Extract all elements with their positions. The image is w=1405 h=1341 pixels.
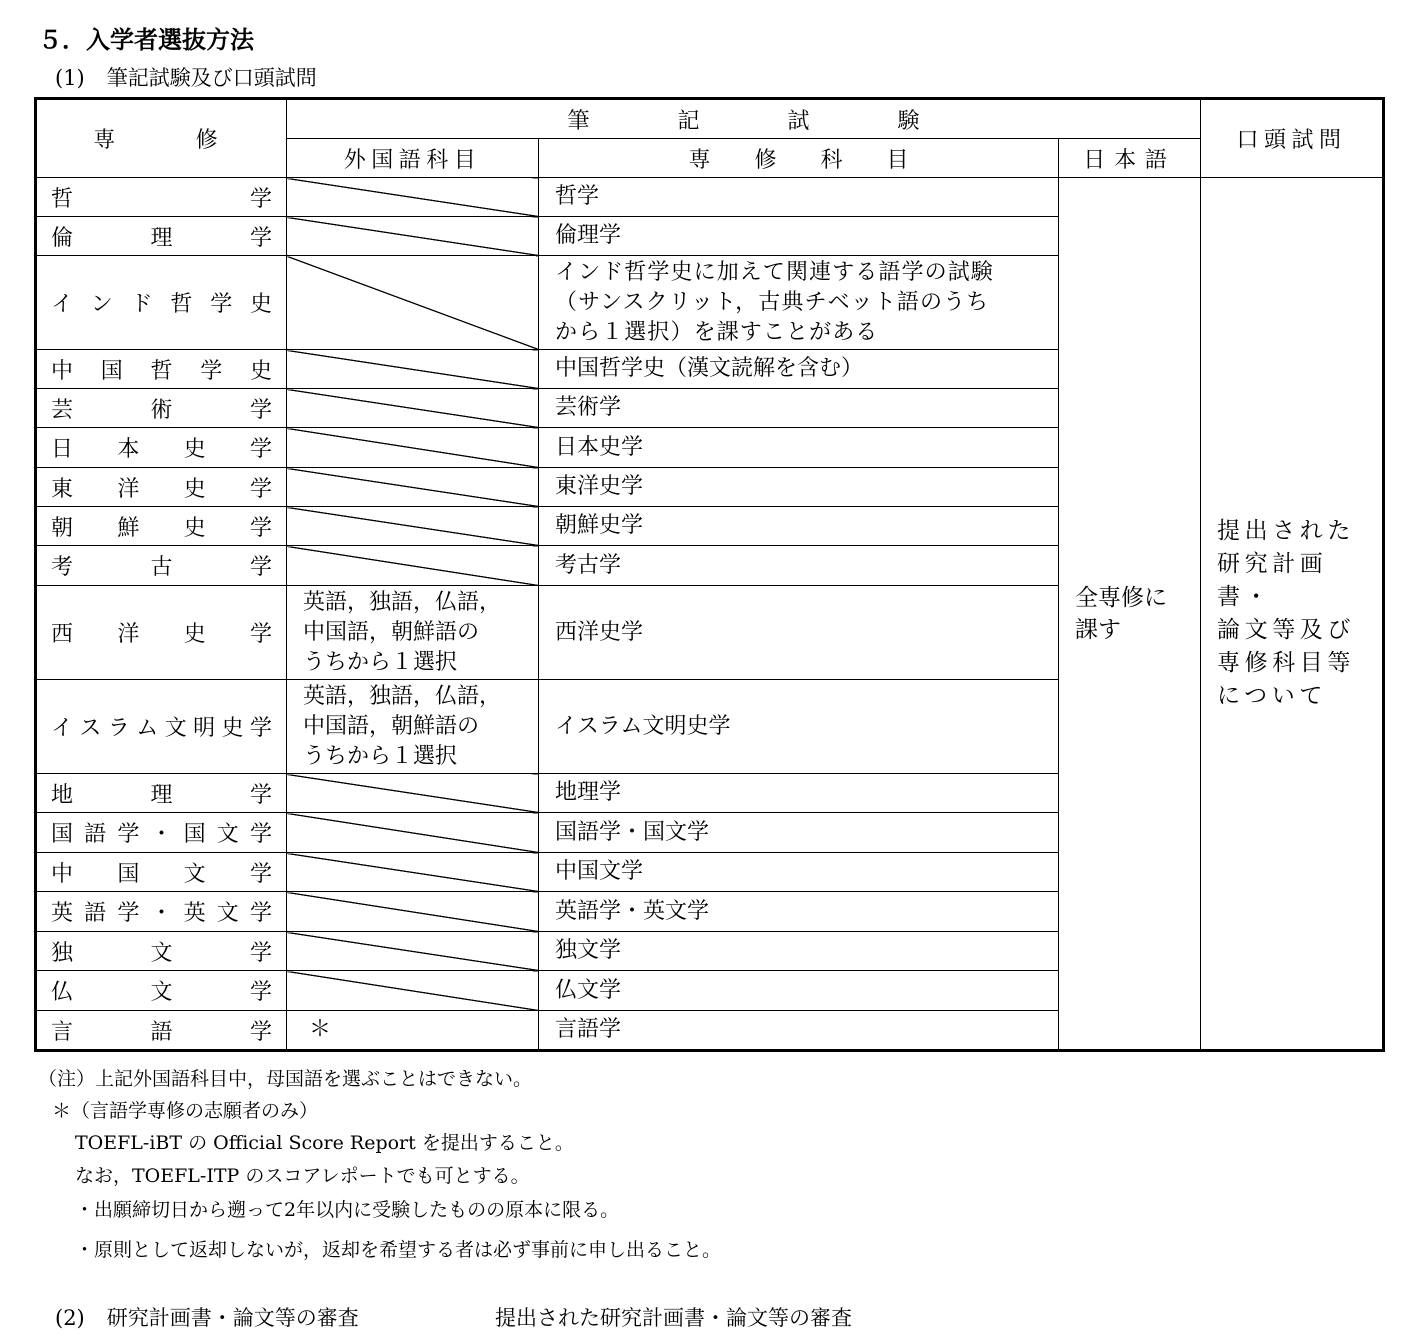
major-cell <box>36 680 287 774</box>
major-cell <box>36 468 287 507</box>
major-name: 東 洋 史 学 <box>51 476 272 502</box>
major-name: イ ス ラ ム 文 明 史 学 <box>51 716 272 741</box>
note-toefl-ibt: TOEFL-iBT の Official Score Report を提出すること。 <box>75 1132 574 1154</box>
not-applicable-cell <box>287 853 539 892</box>
major-cell <box>36 892 287 932</box>
major-cell <box>36 178 287 217</box>
major-cell <box>36 217 287 256</box>
major-subject-cell <box>539 813 1059 853</box>
major-subject-text: 独文学 <box>555 938 622 963</box>
subsection-1-title <box>55 62 317 92</box>
note-mother-tongue: （注）上記外国語科目中，母国語を選ぶことはできない。 <box>38 1068 533 1090</box>
major-subject-cell <box>539 468 1059 507</box>
note-no-return: ・原則として返却しないが，返却を希望する者は必ず事前に申し出ること。 <box>75 1239 722 1261</box>
major-cell <box>36 256 287 350</box>
foreign-language-line: 英語，独語，仏語， <box>303 589 502 615</box>
japanese-line: 課す <box>1075 616 1121 643</box>
major-cell <box>36 389 287 428</box>
not-applicable-cell <box>287 774 539 813</box>
major-subject-text: 英語学・英文学 <box>555 898 710 924</box>
major-subject-cell <box>539 892 1059 932</box>
foreign-language-line: 中国語，朝鮮語の <box>303 619 480 645</box>
foreign-language-cell <box>287 680 539 774</box>
major-name: 日 本 史 学 <box>51 437 272 462</box>
header-oral-exam: 口頭試問 <box>1201 99 1384 178</box>
not-applicable-cell <box>287 468 539 507</box>
major-subject-text: 中国哲学史（漢文読解を含む） <box>555 356 864 381</box>
major-subject-text: 朝鮮史学 <box>555 513 644 538</box>
major-name: 英 語 学 ・ 英 文 学 <box>51 901 272 926</box>
major-name: 中 国 哲 学 史 <box>51 358 272 384</box>
header-japanese: 日本語 <box>1059 139 1201 178</box>
header-written-exam: 筆 記 試 験 <box>287 99 1201 139</box>
major-name: 中 国 文 学 <box>51 861 272 887</box>
major-subject-text: 哲学 <box>555 184 600 209</box>
major-subject-cell <box>539 680 1059 774</box>
major-subject-text: 西洋史学 <box>555 619 644 645</box>
major-subject-cell <box>539 932 1059 971</box>
major-subject-cell <box>539 178 1059 217</box>
header-major: 専 修 <box>36 99 287 178</box>
not-applicable-cell <box>287 813 539 853</box>
not-applicable-cell <box>287 256 539 350</box>
foreign-language-line: うちから１選択 <box>303 743 458 769</box>
major-name: 仏 文 学 <box>51 980 272 1005</box>
major-name: 西 洋 史 学 <box>51 622 272 647</box>
major-subject-text: イスラム文明史学 <box>555 713 731 739</box>
not-applicable-cell <box>287 932 539 971</box>
major-subject-cell <box>539 586 1059 680</box>
major-cell <box>36 774 287 813</box>
header-foreign-language: 外国語科目 <box>287 139 539 178</box>
major-subject-text: 日本史学 <box>555 434 644 460</box>
japanese-line: 全専修に <box>1075 584 1167 611</box>
not-applicable-cell <box>287 892 539 932</box>
major-name: イ ン ド 哲 学 史 <box>51 292 272 317</box>
major-cell <box>36 932 287 971</box>
major-name: 言 語 学 <box>51 1019 272 1045</box>
major-subject-cell <box>539 217 1059 256</box>
not-applicable-cell <box>287 546 539 586</box>
note-toefl-itp: なお，TOEFL-ITP のスコアレポートでも可とする。 <box>75 1165 530 1187</box>
major-subject-line: （サンスクリット，古典チベット語のうち <box>555 289 990 315</box>
major-subject-cell <box>539 256 1059 350</box>
major-subject-cell <box>539 350 1059 389</box>
major-cell <box>36 586 287 680</box>
note-linguistics: ＊（言語学専修の志願者のみ） <box>52 1100 319 1122</box>
major-subject-text: 考古学 <box>555 552 622 578</box>
major-name: 芸 術 学 <box>51 397 272 423</box>
major-subject-text: 地理学 <box>555 780 622 805</box>
subsection-2-label: 研究計画書・論文等の審査 <box>106 1306 359 1330</box>
major-subject-cell <box>539 971 1059 1011</box>
major-name: 国 語 学 ・ 国 文 学 <box>51 822 272 847</box>
major-subject-text: 芸術学 <box>555 395 622 420</box>
note-original-only: ・出願締切日から遡って2年以内に受験したものの原本に限る。 <box>75 1199 620 1221</box>
major-subject-cell <box>539 774 1059 813</box>
major-cell <box>36 350 287 389</box>
major-subject-line: インド哲学史に加えて関連する語学の試験 <box>555 259 994 285</box>
major-cell <box>36 853 287 892</box>
oral-exam-line: 論文等及び <box>1217 616 1355 643</box>
major-subject-cell <box>539 853 1059 892</box>
major-cell <box>36 507 287 546</box>
major-name: 独 文 学 <box>51 940 272 966</box>
major-subject-cell <box>539 389 1059 428</box>
table-row <box>36 178 1384 217</box>
selection-table <box>34 97 1385 1052</box>
major-cell <box>36 971 287 1011</box>
foreign-language-cell <box>287 586 539 680</box>
major-subject-text: 国語学・国文学 <box>555 819 710 845</box>
subsection-2-description: 提出された研究計画書・論文等の審査 <box>495 1306 852 1330</box>
oral-exam-cell <box>1201 178 1384 1051</box>
major-cell <box>36 813 287 853</box>
section-heading: ５．入学者選抜方法 <box>38 26 254 54</box>
oral-exam-line: 提出された <box>1217 517 1355 544</box>
major-name: 朝 鮮 史 学 <box>51 515 272 541</box>
major-subject-text: 倫理学 <box>555 223 622 248</box>
major-name: 哲 学 <box>51 186 272 212</box>
not-applicable-cell <box>287 389 539 428</box>
foreign-language-text: ＊ <box>309 1017 332 1042</box>
oral-exam-line: 研究計画書・ <box>1217 550 1328 610</box>
major-subject-cell <box>539 507 1059 546</box>
oral-exam-line: 専修科目等 <box>1217 649 1355 676</box>
foreign-language-line: 英語，独語，仏語， <box>303 683 502 709</box>
foreign-language-cell <box>287 1011 539 1051</box>
major-subject-text: 言語学 <box>555 1017 622 1042</box>
major-cell <box>36 546 287 586</box>
major-subject-line: から１選択）を課すことがある <box>555 319 879 345</box>
major-cell <box>36 1011 287 1051</box>
major-cell <box>36 428 287 468</box>
not-applicable-cell <box>287 178 539 217</box>
major-name: 倫 理 学 <box>51 225 272 251</box>
major-subject-text: 中国文学 <box>555 859 644 884</box>
subsection-2-title <box>55 1302 852 1332</box>
not-applicable-cell <box>287 971 539 1011</box>
subsection-1-number: (1) <box>55 66 85 90</box>
oral-exam-line: について <box>1217 682 1327 709</box>
major-subject-cell <box>539 428 1059 468</box>
foreign-language-line: 中国語，朝鮮語の <box>303 713 480 739</box>
foreign-language-line: うちから１選択 <box>303 649 458 675</box>
major-subject-text: 東洋史学 <box>555 474 644 499</box>
not-applicable-cell <box>287 428 539 468</box>
major-subject-text: 仏文学 <box>555 977 622 1003</box>
major-name: 考 古 学 <box>51 555 272 580</box>
japanese-cell <box>1059 178 1201 1051</box>
header-major-subject: 専 修 科 目 <box>539 139 1059 178</box>
not-applicable-cell <box>287 507 539 546</box>
not-applicable-cell <box>287 350 539 389</box>
subsection-1-label: 筆記試験及び口頭試問 <box>106 66 317 90</box>
major-name: 地 理 学 <box>51 782 272 808</box>
major-subject-cell <box>539 1011 1059 1051</box>
major-subject-cell <box>539 546 1059 586</box>
subsection-2-number: (2) <box>55 1306 85 1330</box>
not-applicable-cell <box>287 217 539 256</box>
